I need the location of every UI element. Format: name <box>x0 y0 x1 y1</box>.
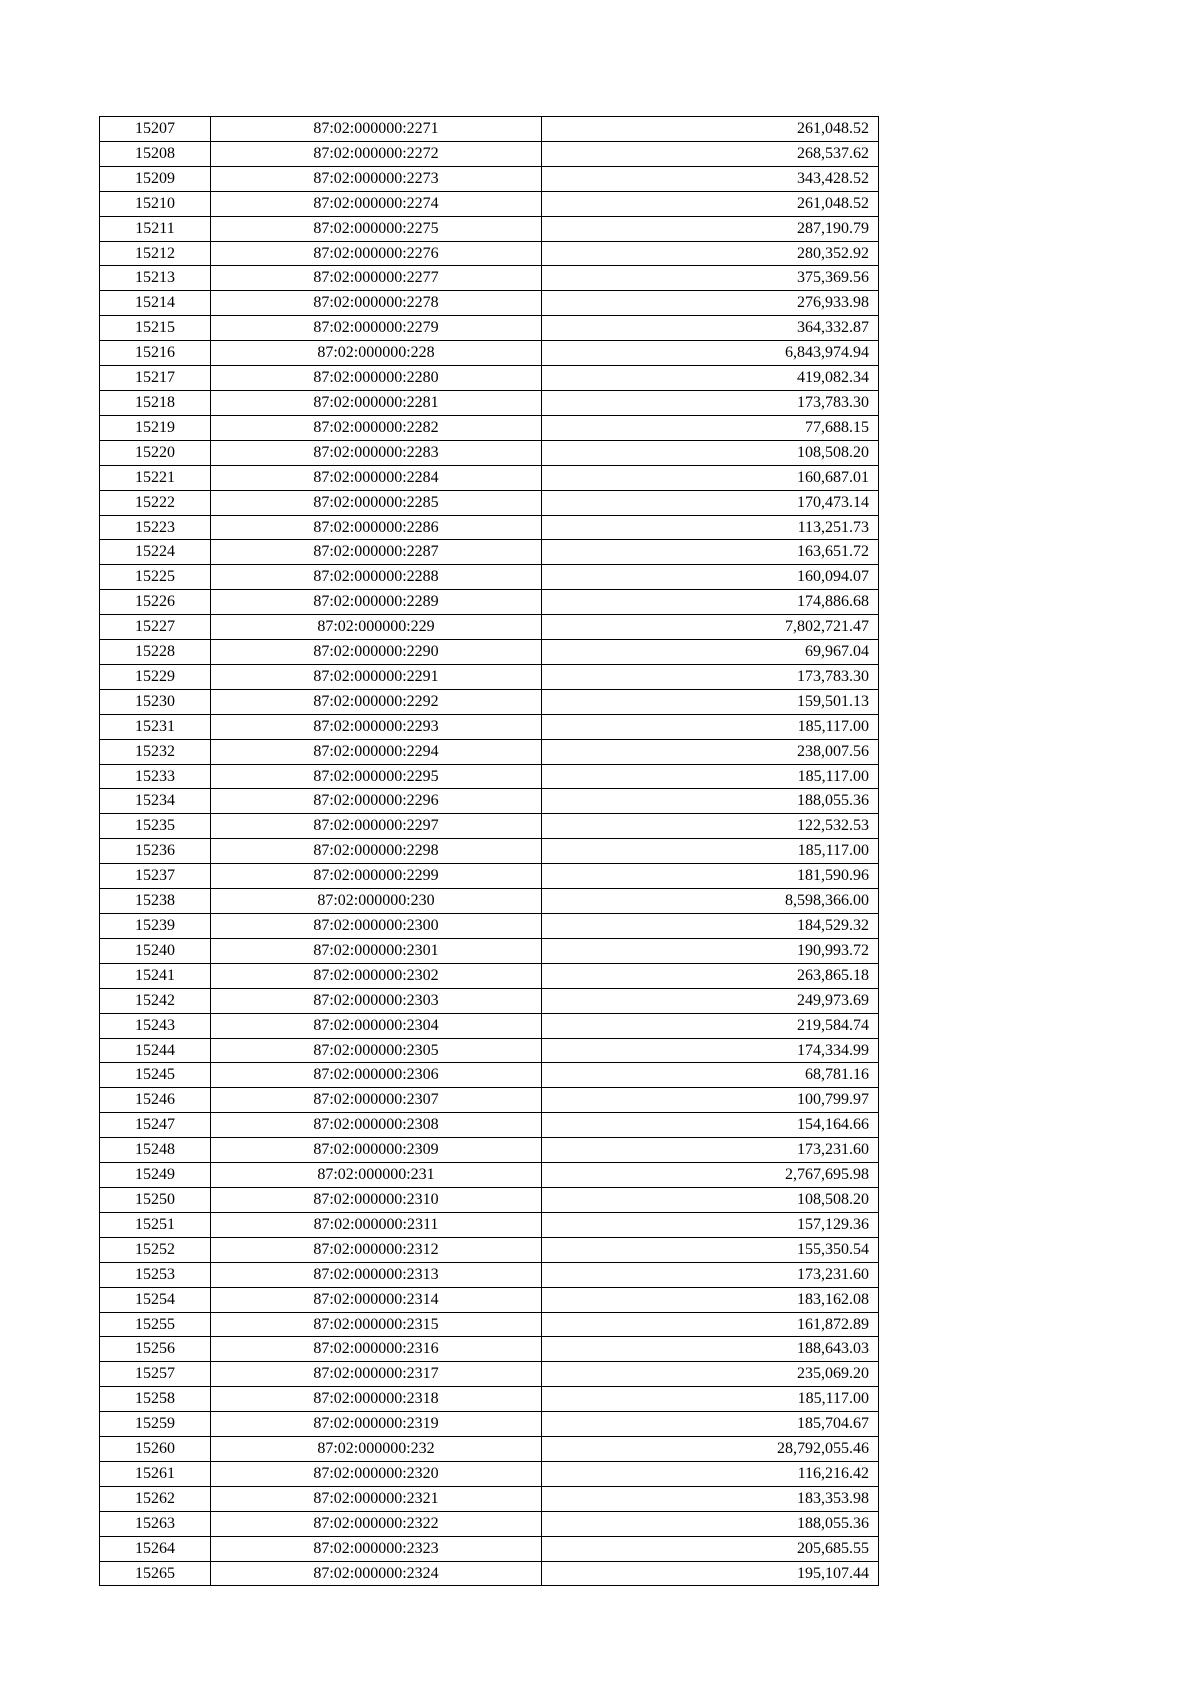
row-number-cell: 15253 <box>100 1262 211 1287</box>
cadastral-number-cell: 87:02:000000:2323 <box>211 1536 542 1561</box>
table-row <box>100 1312 879 1337</box>
value-cell: 2,767,695.98 <box>542 1163 879 1188</box>
row-number-cell: 15218 <box>100 390 211 415</box>
cadastral-number-cell: 87:02:000000:2284 <box>211 465 542 490</box>
value-cell: 185,117.00 <box>542 1387 879 1412</box>
cadastral-number-cell: 87:02:000000:2311 <box>211 1212 542 1237</box>
row-number-cell: 15219 <box>100 415 211 440</box>
value-cell: 160,094.07 <box>542 565 879 590</box>
value-cell: 116,216.42 <box>542 1461 879 1486</box>
value-cell: 190,993.72 <box>542 938 879 963</box>
value-cell: 174,886.68 <box>542 590 879 615</box>
table-row <box>100 166 879 191</box>
value-cell: 185,117.00 <box>542 714 879 739</box>
cadastral-number-cell: 87:02:000000:2278 <box>211 291 542 316</box>
table-row <box>100 216 879 241</box>
row-number-cell: 15263 <box>100 1511 211 1536</box>
table-row <box>100 615 879 640</box>
value-cell: 238,007.56 <box>542 739 879 764</box>
cadastral-number-cell: 87:02:000000:2312 <box>211 1237 542 1262</box>
row-number-cell: 15257 <box>100 1362 211 1387</box>
row-number-cell: 15261 <box>100 1461 211 1486</box>
value-cell: 195,107.44 <box>542 1561 879 1586</box>
table-row <box>100 515 879 540</box>
value-cell: 184,529.32 <box>542 914 879 939</box>
cadastral-number-cell: 87:02:000000:2298 <box>211 839 542 864</box>
table-row <box>100 1362 879 1387</box>
value-cell: 261,048.52 <box>542 191 879 216</box>
cadastral-number-cell: 87:02:000000:2315 <box>211 1312 542 1337</box>
row-number-cell: 15248 <box>100 1138 211 1163</box>
cadastral-number-cell: 87:02:000000:2276 <box>211 241 542 266</box>
table-row <box>100 839 879 864</box>
value-cell: 154,164.66 <box>542 1113 879 1138</box>
cadastral-number-cell: 87:02:000000:2316 <box>211 1337 542 1362</box>
table-row <box>100 1561 879 1586</box>
value-cell: 159,501.13 <box>542 689 879 714</box>
cadastral-number-cell: 87:02:000000:2318 <box>211 1387 542 1412</box>
row-number-cell: 15250 <box>100 1187 211 1212</box>
cadastral-number-cell: 87:02:000000:2271 <box>211 117 542 142</box>
row-number-cell: 15264 <box>100 1536 211 1561</box>
value-cell: 188,055.36 <box>542 789 879 814</box>
cadastral-number-cell: 87:02:000000:2272 <box>211 141 542 166</box>
row-number-cell: 15226 <box>100 590 211 615</box>
row-number-cell: 15209 <box>100 166 211 191</box>
row-number-cell: 15251 <box>100 1212 211 1237</box>
row-number-cell: 15258 <box>100 1387 211 1412</box>
value-cell: 122,532.53 <box>542 814 879 839</box>
cadastral-number-cell: 87:02:000000:231 <box>211 1163 542 1188</box>
table-row <box>100 938 879 963</box>
table-row <box>100 316 879 341</box>
cadastral-number-cell: 87:02:000000:2294 <box>211 739 542 764</box>
cadastral-number-cell: 87:02:000000:2322 <box>211 1511 542 1536</box>
cadastral-number-cell: 87:02:000000:2320 <box>211 1461 542 1486</box>
value-cell: 181,590.96 <box>542 864 879 889</box>
table-row <box>100 739 879 764</box>
row-number-cell: 15207 <box>100 117 211 142</box>
value-cell: 173,783.30 <box>542 664 879 689</box>
cadastral-number-cell: 87:02:000000:2301 <box>211 938 542 963</box>
row-number-cell: 15246 <box>100 1088 211 1113</box>
value-cell: 188,055.36 <box>542 1511 879 1536</box>
value-cell: 280,352.92 <box>542 241 879 266</box>
cadastral-number-cell: 87:02:000000:2302 <box>211 963 542 988</box>
value-cell: 69,967.04 <box>542 640 879 665</box>
cadastral-number-cell: 87:02:000000:2314 <box>211 1287 542 1312</box>
row-number-cell: 15212 <box>100 241 211 266</box>
row-number-cell: 15231 <box>100 714 211 739</box>
table-row <box>100 415 879 440</box>
value-cell: 160,687.01 <box>542 465 879 490</box>
row-number-cell: 15234 <box>100 789 211 814</box>
table-body <box>100 117 879 1586</box>
value-cell: 205,685.55 <box>542 1536 879 1561</box>
row-number-cell: 15213 <box>100 266 211 291</box>
row-number-cell: 15232 <box>100 739 211 764</box>
row-number-cell: 15242 <box>100 988 211 1013</box>
row-number-cell: 15210 <box>100 191 211 216</box>
row-number-cell: 15221 <box>100 465 211 490</box>
cadastral-number-cell: 87:02:000000:2289 <box>211 590 542 615</box>
cadastral-number-cell: 87:02:000000:2274 <box>211 191 542 216</box>
row-number-cell: 15211 <box>100 216 211 241</box>
table-row <box>100 490 879 515</box>
cadastral-number-cell: 87:02:000000:230 <box>211 889 542 914</box>
table-row <box>100 341 879 366</box>
row-number-cell: 15238 <box>100 889 211 914</box>
row-number-cell: 15245 <box>100 1063 211 1088</box>
row-number-cell: 15214 <box>100 291 211 316</box>
row-number-cell: 15255 <box>100 1312 211 1337</box>
value-cell: 173,231.60 <box>542 1262 879 1287</box>
row-number-cell: 15217 <box>100 366 211 391</box>
table-row <box>100 241 879 266</box>
value-cell: 28,792,055.46 <box>542 1437 879 1462</box>
cadastral-number-cell: 87:02:000000:2317 <box>211 1362 542 1387</box>
row-number-cell: 15215 <box>100 316 211 341</box>
row-number-cell: 15260 <box>100 1437 211 1462</box>
table-row <box>100 1212 879 1237</box>
row-number-cell: 15254 <box>100 1287 211 1312</box>
table-row <box>100 640 879 665</box>
table-row <box>100 664 879 689</box>
cadastral-number-cell: 87:02:000000:2297 <box>211 814 542 839</box>
value-cell: 163,651.72 <box>542 540 879 565</box>
cadastral-number-cell: 87:02:000000:2286 <box>211 515 542 540</box>
table-row <box>100 1237 879 1262</box>
value-cell: 113,251.73 <box>542 515 879 540</box>
row-number-cell: 15240 <box>100 938 211 963</box>
table-row <box>100 1013 879 1038</box>
table-row <box>100 1337 879 1362</box>
row-number-cell: 15243 <box>100 1013 211 1038</box>
table-row <box>100 714 879 739</box>
row-number-cell: 15222 <box>100 490 211 515</box>
value-cell: 188,643.03 <box>542 1337 879 1362</box>
table-row <box>100 291 879 316</box>
cadastral-number-cell: 87:02:000000:2309 <box>211 1138 542 1163</box>
value-cell: 155,350.54 <box>542 1237 879 1262</box>
cadastral-number-cell: 87:02:000000:2321 <box>211 1486 542 1511</box>
cadastral-number-cell: 87:02:000000:2307 <box>211 1088 542 1113</box>
table-row <box>100 1038 879 1063</box>
value-cell: 343,428.52 <box>542 166 879 191</box>
table-row <box>100 1163 879 1188</box>
value-cell: 185,117.00 <box>542 764 879 789</box>
cadastral-number-cell: 87:02:000000:2308 <box>211 1113 542 1138</box>
value-cell: 174,334.99 <box>542 1038 879 1063</box>
table-row <box>100 889 879 914</box>
table-row <box>100 440 879 465</box>
cadastral-number-cell: 87:02:000000:2310 <box>211 1187 542 1212</box>
table-row <box>100 191 879 216</box>
value-cell: 173,783.30 <box>542 390 879 415</box>
table-row <box>100 1461 879 1486</box>
table-row <box>100 1412 879 1437</box>
table-row <box>100 864 879 889</box>
cadastral-number-cell: 87:02:000000:2273 <box>211 166 542 191</box>
row-number-cell: 15225 <box>100 565 211 590</box>
value-cell: 8,598,366.00 <box>542 889 879 914</box>
cadastral-number-cell: 87:02:000000:2313 <box>211 1262 542 1287</box>
table-row <box>100 390 879 415</box>
cadastral-number-cell: 87:02:000000:2275 <box>211 216 542 241</box>
row-number-cell: 15228 <box>100 640 211 665</box>
cadastral-number-cell: 87:02:000000:2306 <box>211 1063 542 1088</box>
table-row <box>100 914 879 939</box>
cadastral-number-cell: 87:02:000000:2305 <box>211 1038 542 1063</box>
row-number-cell: 15241 <box>100 963 211 988</box>
row-number-cell: 15247 <box>100 1113 211 1138</box>
cadastral-number-cell: 87:02:000000:2295 <box>211 764 542 789</box>
value-cell: 77,688.15 <box>542 415 879 440</box>
cadastral-number-cell: 87:02:000000:2280 <box>211 366 542 391</box>
table-row <box>100 1437 879 1462</box>
cadastral-number-cell: 87:02:000000:2324 <box>211 1561 542 1586</box>
table-row <box>100 590 879 615</box>
value-cell: 419,082.34 <box>542 366 879 391</box>
table-row <box>100 764 879 789</box>
table-row <box>100 1486 879 1511</box>
table-row <box>100 141 879 166</box>
cadastral-number-cell: 87:02:000000:2292 <box>211 689 542 714</box>
table-row <box>100 1511 879 1536</box>
row-number-cell: 15236 <box>100 839 211 864</box>
cadastral-number-cell: 87:02:000000:2279 <box>211 316 542 341</box>
value-cell: 173,231.60 <box>542 1138 879 1163</box>
table-row <box>100 1138 879 1163</box>
value-cell: 183,162.08 <box>542 1287 879 1312</box>
cadastral-number-cell: 87:02:000000:229 <box>211 615 542 640</box>
row-number-cell: 15256 <box>100 1337 211 1362</box>
row-number-cell: 15237 <box>100 864 211 889</box>
row-number-cell: 15229 <box>100 664 211 689</box>
cadastral-number-cell: 87:02:000000:2319 <box>211 1412 542 1437</box>
table-row <box>100 1187 879 1212</box>
row-number-cell: 15220 <box>100 440 211 465</box>
row-number-cell: 15223 <box>100 515 211 540</box>
table-row <box>100 540 879 565</box>
value-cell: 6,843,974.94 <box>542 341 879 366</box>
table-row <box>100 117 879 142</box>
table-row <box>100 366 879 391</box>
row-number-cell: 15224 <box>100 540 211 565</box>
table-row <box>100 1387 879 1412</box>
row-number-cell: 15259 <box>100 1412 211 1437</box>
cadastral-number-cell: 87:02:000000:2288 <box>211 565 542 590</box>
row-number-cell: 15216 <box>100 341 211 366</box>
value-cell: 157,129.36 <box>542 1212 879 1237</box>
value-cell: 219,584.74 <box>542 1013 879 1038</box>
table-row <box>100 814 879 839</box>
row-number-cell: 15227 <box>100 615 211 640</box>
table-row <box>100 565 879 590</box>
value-cell: 161,872.89 <box>542 1312 879 1337</box>
value-cell: 108,508.20 <box>542 1187 879 1212</box>
table-row <box>100 1113 879 1138</box>
cadastral-number-cell: 87:02:000000:2281 <box>211 390 542 415</box>
value-cell: 268,537.62 <box>542 141 879 166</box>
table-row <box>100 1536 879 1561</box>
table-row <box>100 266 879 291</box>
cadastral-number-cell: 87:02:000000:232 <box>211 1437 542 1462</box>
row-number-cell: 15233 <box>100 764 211 789</box>
value-cell: 249,973.69 <box>542 988 879 1013</box>
cadastral-number-cell: 87:02:000000:2303 <box>211 988 542 1013</box>
value-cell: 185,117.00 <box>542 839 879 864</box>
value-cell: 68,781.16 <box>542 1063 879 1088</box>
value-cell: 170,473.14 <box>542 490 879 515</box>
row-number-cell: 15208 <box>100 141 211 166</box>
data-table <box>99 116 879 1586</box>
table-row <box>100 1088 879 1113</box>
value-cell: 183,353.98 <box>542 1486 879 1511</box>
cadastral-number-cell: 87:02:000000:2277 <box>211 266 542 291</box>
row-number-cell: 15252 <box>100 1237 211 1262</box>
row-number-cell: 15265 <box>100 1561 211 1586</box>
table-row <box>100 465 879 490</box>
value-cell: 108,508.20 <box>542 440 879 465</box>
table-row <box>100 1287 879 1312</box>
value-cell: 100,799.97 <box>542 1088 879 1113</box>
table-row <box>100 963 879 988</box>
row-number-cell: 15262 <box>100 1486 211 1511</box>
cadastral-number-cell: 87:02:000000:2296 <box>211 789 542 814</box>
table-row <box>100 689 879 714</box>
value-cell: 364,332.87 <box>542 316 879 341</box>
value-cell: 276,933.98 <box>542 291 879 316</box>
value-cell: 261,048.52 <box>542 117 879 142</box>
row-number-cell: 15239 <box>100 914 211 939</box>
row-number-cell: 15249 <box>100 1163 211 1188</box>
value-cell: 7,802,721.47 <box>542 615 879 640</box>
cadastral-number-cell: 87:02:000000:2287 <box>211 540 542 565</box>
row-number-cell: 15230 <box>100 689 211 714</box>
table-row <box>100 1262 879 1287</box>
table-row <box>100 988 879 1013</box>
cadastral-number-cell: 87:02:000000:2282 <box>211 415 542 440</box>
value-cell: 263,865.18 <box>542 963 879 988</box>
cadastral-number-cell: 87:02:000000:2283 <box>211 440 542 465</box>
cadastral-number-cell: 87:02:000000:2300 <box>211 914 542 939</box>
cadastral-number-cell: 87:02:000000:2291 <box>211 664 542 689</box>
cadastral-number-cell: 87:02:000000:2304 <box>211 1013 542 1038</box>
cadastral-number-cell: 87:02:000000:2293 <box>211 714 542 739</box>
value-cell: 287,190.79 <box>542 216 879 241</box>
cadastral-number-cell: 87:02:000000:2290 <box>211 640 542 665</box>
table-row <box>100 1063 879 1088</box>
value-cell: 235,069.20 <box>542 1362 879 1387</box>
value-cell: 375,369.56 <box>542 266 879 291</box>
cadastral-number-cell: 87:02:000000:2285 <box>211 490 542 515</box>
row-number-cell: 15244 <box>100 1038 211 1063</box>
cadastral-number-cell: 87:02:000000:228 <box>211 341 542 366</box>
cadastral-number-cell: 87:02:000000:2299 <box>211 864 542 889</box>
row-number-cell: 15235 <box>100 814 211 839</box>
value-cell: 185,704.67 <box>542 1412 879 1437</box>
table-row <box>100 789 879 814</box>
